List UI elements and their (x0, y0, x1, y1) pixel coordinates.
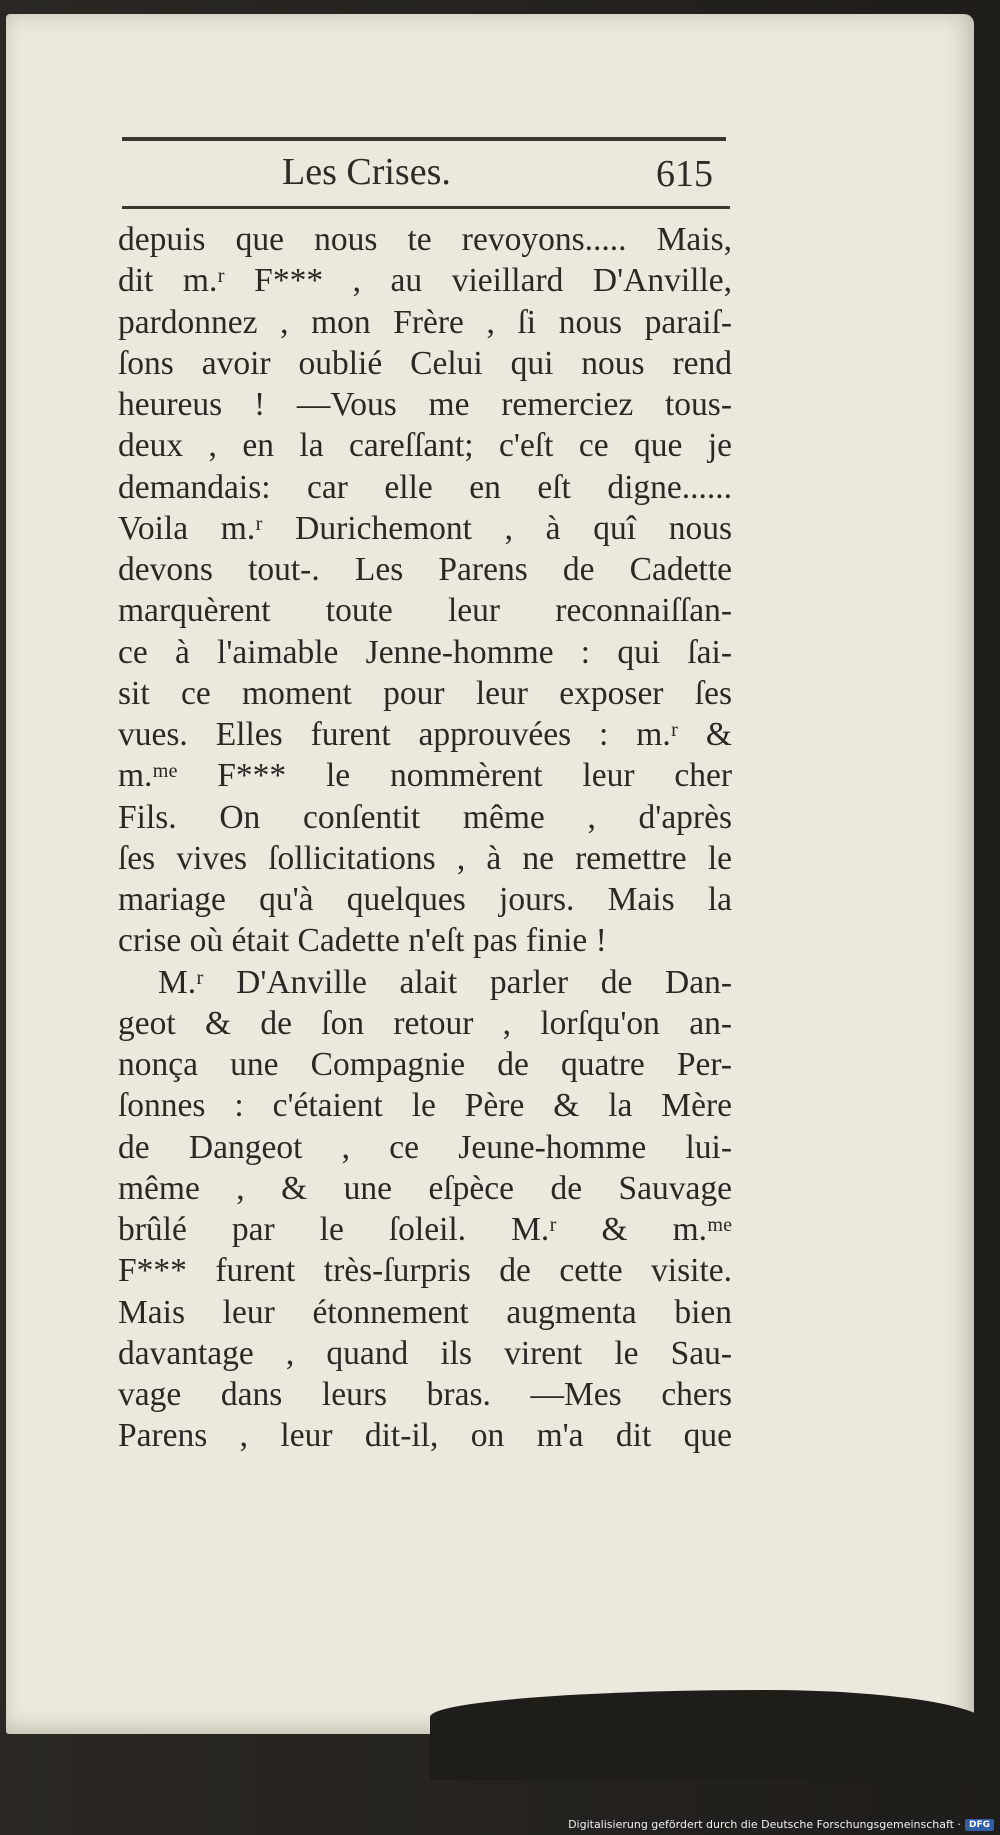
header-rule-top (122, 137, 726, 141)
text-line: Mais leur étonnement augmenta bien (118, 1293, 732, 1331)
text-line: mariage qu'à quelques jours. Mais la (118, 881, 732, 918)
dfg-logo-icon: DFG (965, 1819, 994, 1831)
text-line: vage dans leurs bras. —Mes chers (118, 1376, 732, 1413)
footer-credit-text: Digitalisierung gefördert durch die Deutsche Forschungsgemeinschaft · (568, 1818, 961, 1831)
text-line: M.ʳ D'Anville alait parler de Dan- (158, 963, 732, 1001)
text-line: nonça une Compagnie de quatre Per- (118, 1046, 732, 1083)
header-rule-bottom (122, 206, 730, 209)
text-line: F*** furent très-ſurpris de cette visite. (118, 1252, 732, 1290)
text-line: ce à l'aimable Jenne-homme : qui ſai- (118, 633, 732, 671)
text-line: Voila m.ʳ Durichemont , à quî nous (118, 509, 732, 547)
text-line: ſonnes : c'étaient le Père & la Mère (118, 1087, 732, 1125)
text-line: Parens , leur dit-il, on m'a dit que (118, 1417, 732, 1455)
text-line: brûlé par le ſoleil. M.ʳ & m.ᵐᵉ (118, 1211, 732, 1248)
body-text (118, 219, 732, 1457)
text-line: même , & une eſpèce de Sauvage (118, 1169, 732, 1207)
running-title: Les Crises. (282, 151, 451, 193)
torn-page-edge (430, 1690, 990, 1780)
text-line: depuis que nous te revoyons..... Mais, (118, 221, 732, 258)
text-line: ſons avoir oublié Celui qui nous rend (118, 344, 732, 382)
text-line: deux , en la careſſant; c'eſt ce que je (118, 427, 732, 465)
text-line: geot & de ſon retour , lorſqu'on an- (118, 1004, 732, 1042)
text-line: crise où était Cadette n'eſt pas finie ! (118, 922, 607, 960)
footer-credit (568, 1818, 994, 1831)
text-line: pardonnez , mon Frère , ſi nous paraiſ- (118, 303, 732, 341)
text-line: sit ce moment pour leur exposer ſes (118, 674, 732, 712)
text-line: devons tout-. Les Parens de Cadette (118, 551, 732, 588)
page-number: 615 (656, 153, 713, 195)
text-line: dit m.ʳ F*** , au vieillard D'Anville, (118, 262, 732, 300)
text-line: heureus ! —Vous me remerciez tous- (118, 386, 732, 423)
text-line: vues. Elles furent approuvées : m.ʳ & (118, 716, 732, 753)
text-line: m.ᵐᵉ F*** le nommèrent leur cher (118, 757, 732, 795)
text-line: ſes vives ſollicitations , à ne remettre le (118, 839, 732, 877)
text-line: demandais: car elle en eſt digne...... (118, 468, 732, 506)
text-line: marquèrent toute leur reconnaiſſan- (118, 592, 732, 630)
text-line: davantage , quand ils virent le Sau- (118, 1334, 732, 1372)
text-line: de Dangeot , ce Jeune-homme lui- (118, 1128, 732, 1166)
text-line: Fils. On conſentit même , d'après (118, 798, 732, 836)
